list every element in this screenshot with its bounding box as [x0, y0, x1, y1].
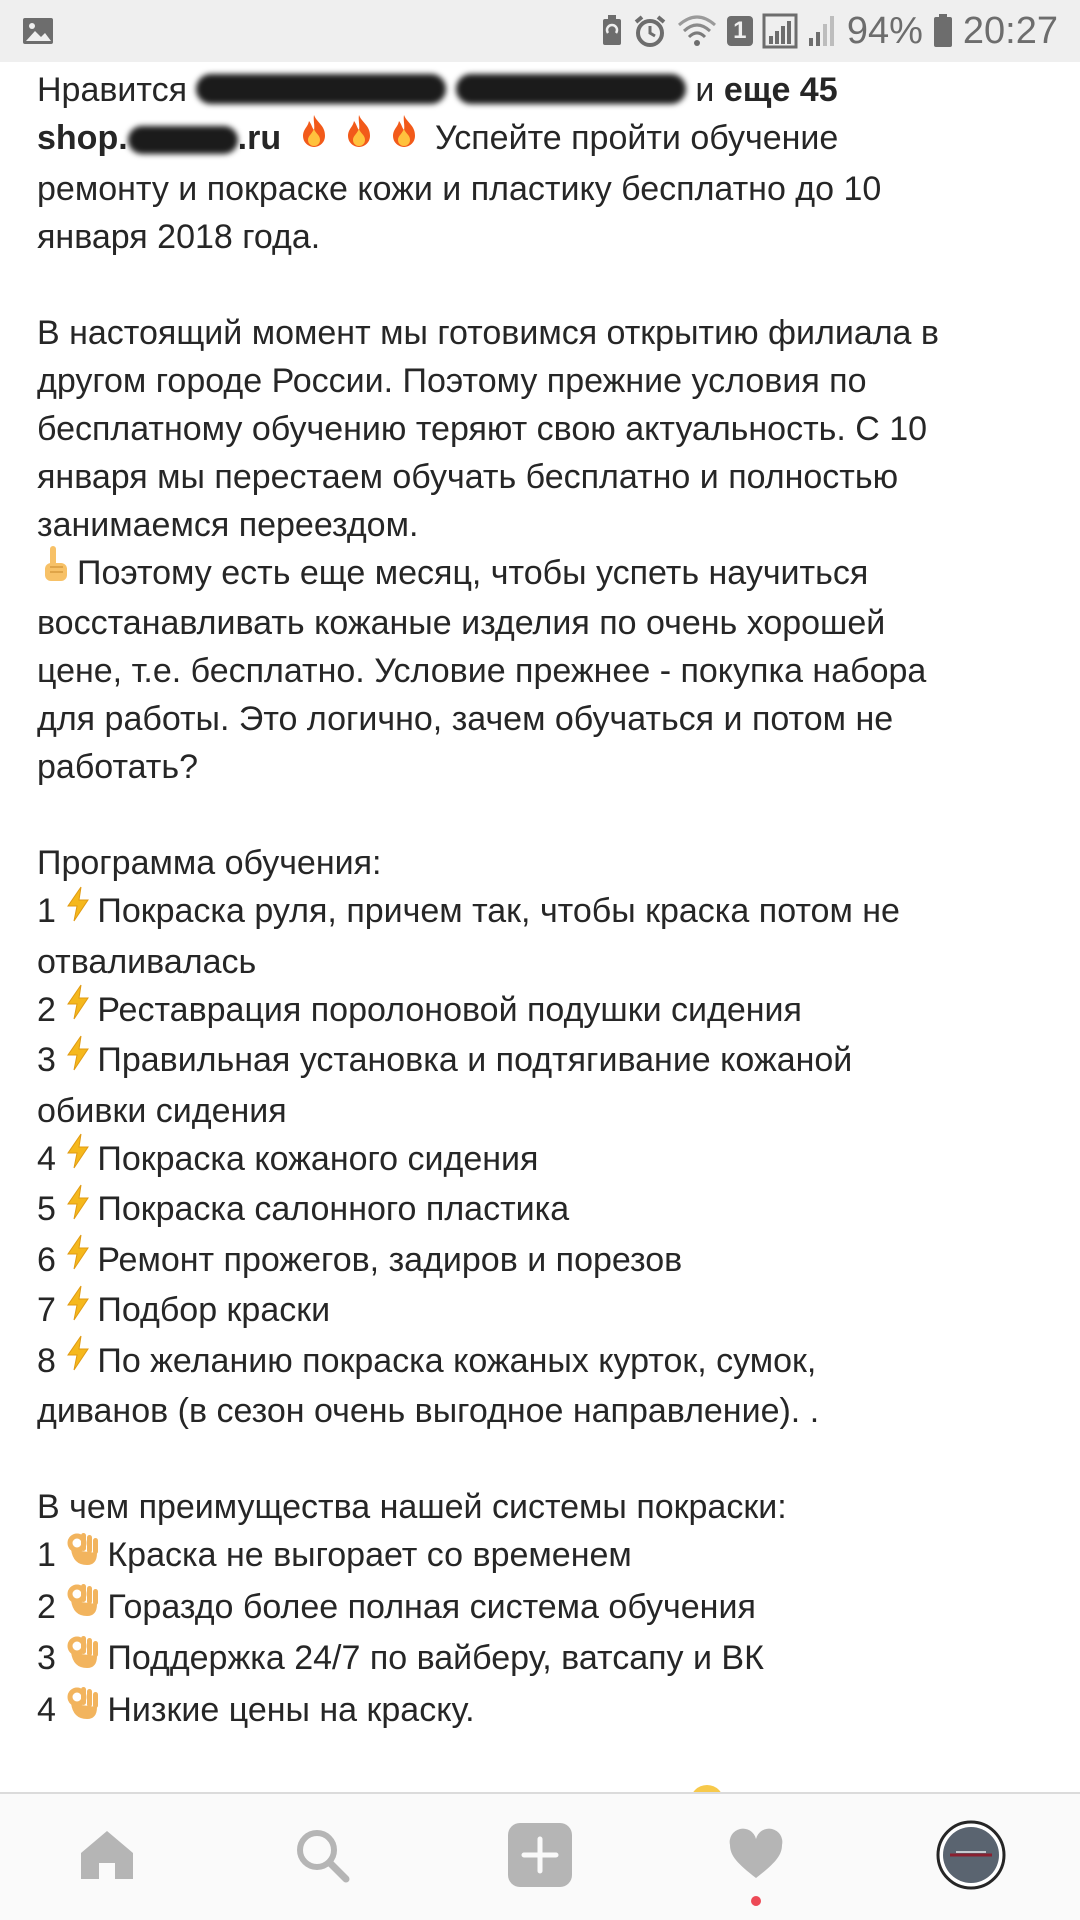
image-icon	[22, 17, 54, 45]
item-text: Покраска руля, причем так, чтобы краска потом не	[97, 892, 900, 931]
lightning-emoji-icon	[65, 1335, 91, 1384]
activity-heart-icon	[728, 1830, 784, 1885]
bottom-navigation	[0, 1792, 1080, 1920]
program-item	[37, 1135, 1047, 1186]
item-number: 6	[37, 1240, 56, 1279]
item-number: 4	[37, 1690, 56, 1729]
item-text: Поддержка 24/7 по вайберу, ватсапу и ВК	[107, 1639, 764, 1678]
program-item-continuation: отваливалась	[37, 942, 257, 981]
point-up-emoji-icon	[37, 547, 71, 596]
battery-icon	[933, 14, 953, 48]
search-icon	[294, 1827, 350, 1888]
program-item	[37, 1236, 1047, 1287]
home-icon	[79, 1829, 135, 1886]
status-bar	[0, 0, 1080, 62]
item-number: 5	[37, 1190, 56, 1229]
caption-line: цене, т.е. бесплатно. Условие прежнее - покупка набора	[37, 652, 927, 691]
caption-text: Успейте пройти обучение	[434, 119, 839, 157]
fire-emoji-icon	[344, 113, 374, 162]
advantage-item	[37, 1583, 1047, 1635]
caption-line: занимаемся переездом.	[37, 505, 419, 544]
program-item	[37, 1036, 1047, 1087]
redacted-username	[456, 74, 686, 104]
program-item-continuation: диванов (в сезон очень выгодное направление). .	[37, 1392, 820, 1431]
caption-point-line	[37, 549, 1047, 600]
item-number: 7	[37, 1291, 56, 1330]
program-item	[37, 1185, 1047, 1236]
program-item	[37, 986, 1047, 1037]
fire-emoji-icon	[299, 113, 329, 162]
caption-paragraph	[37, 599, 1047, 887]
item-text: Реставрация поролоновой подушки сидения	[97, 990, 802, 1029]
lightning-emoji-icon	[65, 984, 91, 1033]
nav-activity[interactable]	[696, 1794, 816, 1920]
add-post-icon	[508, 1823, 572, 1892]
item-text: Подбор краски	[97, 1291, 331, 1330]
caption-text: Поэтому есть еще месяц, чтобы успеть научиться	[77, 553, 869, 592]
redacted-username	[128, 126, 238, 154]
caption-line: другом городе России. Поэтому прежние условия по	[37, 361, 867, 400]
item-number: 2	[37, 1587, 56, 1626]
lightning-emoji-icon	[65, 886, 91, 935]
sim-badge: 1	[727, 16, 753, 46]
item-number: 2	[37, 990, 56, 1029]
blank-line	[37, 791, 1047, 839]
nav-new-post[interactable]	[480, 1794, 600, 1920]
item-text: По желанию покраска кожаных курток, сумок,	[97, 1341, 817, 1380]
cell-signal-2-icon	[807, 14, 837, 48]
likes-more-link[interactable]: еще 45	[723, 71, 838, 109]
post-caption-area	[37, 62, 1047, 1792]
advantage-item	[37, 1634, 1047, 1686]
item-text: Низкие цены на краску.	[107, 1690, 475, 1729]
likes-label: Нравится	[37, 71, 188, 109]
caption-line: восстанавливать кожаные изделия по очень хорошей	[37, 604, 886, 643]
caption-paragraph	[37, 165, 1047, 549]
item-number: 1	[37, 1536, 56, 1575]
ok-hand-emoji-icon	[65, 1632, 101, 1683]
program-item	[37, 887, 1047, 938]
nav-home[interactable]	[47, 1794, 167, 1920]
item-number: 3	[37, 1041, 56, 1080]
ok-hand-emoji-icon	[65, 1683, 101, 1734]
advantages-list	[37, 1531, 1047, 1737]
item-number: 4	[37, 1139, 56, 1178]
caption-line: В настоящий момент мы готовимся открытию филиала в	[37, 313, 939, 352]
ok-hand-emoji-icon	[65, 1529, 101, 1580]
author-username[interactable]: shop. .ru	[37, 119, 282, 157]
program-item	[37, 1337, 1047, 1388]
advantages-title: В чем преимущества нашей системы покраски:	[37, 1488, 787, 1527]
profile-avatar	[936, 1820, 1006, 1895]
caption-line: ремонту и покраске кожи и пластику бесплатно до 10	[37, 169, 882, 208]
cell-signal-icon	[763, 14, 797, 48]
lightning-emoji-icon	[65, 1035, 91, 1084]
clock: 20:27	[962, 9, 1058, 52]
lightning-emoji-icon	[65, 1285, 91, 1334]
item-number: 3	[37, 1639, 56, 1678]
alarm-icon	[633, 14, 667, 48]
item-text: Краска не выгорает со временем	[107, 1536, 632, 1575]
likes-and: и	[695, 71, 715, 109]
program-item-continuation: обивки сидения	[37, 1091, 287, 1130]
battery-percent: 94%	[846, 9, 923, 52]
program-list	[37, 887, 1047, 1435]
caption-line: января 2018 года.	[37, 217, 321, 256]
caption-line: января мы перестаем обучать бесплатно и полностью	[37, 457, 899, 496]
caption-line: бесплатному обучению теряют свою актуальность. С 10	[37, 409, 928, 448]
battery-saver-icon	[601, 15, 623, 47]
item-text: Ремонт прожегов, задиров и порезов	[97, 1240, 683, 1279]
lightning-emoji-icon	[65, 1184, 91, 1233]
redacted-username	[196, 74, 446, 104]
item-number: 1	[37, 892, 56, 931]
advantage-item	[37, 1686, 1047, 1738]
program-item	[37, 1286, 1047, 1337]
caption-line: для работы. Это логично, зачем обучаться и потом не	[37, 700, 894, 739]
wifi-icon	[677, 15, 717, 47]
item-text: Правильная установка и подтягивание кожаной	[97, 1041, 853, 1080]
nav-search[interactable]	[262, 1794, 382, 1920]
lightning-emoji-icon	[65, 1234, 91, 1283]
fire-emoji-icon	[389, 113, 419, 162]
item-text: Покраска кожаного сидения	[97, 1139, 539, 1178]
likes-row[interactable]	[37, 66, 1047, 114]
item-text: Гораздо более полная система обучения	[107, 1587, 756, 1626]
item-number: 8	[37, 1341, 56, 1380]
blank-line	[37, 261, 1047, 309]
ok-hand-emoji-icon	[65, 1580, 101, 1631]
item-text: Покраска салонного пластика	[97, 1190, 570, 1229]
lightning-emoji-icon	[65, 1133, 91, 1182]
advantage-item	[37, 1531, 1047, 1583]
caption-line: работать?	[37, 748, 199, 787]
caption-first-line	[37, 114, 1047, 165]
nav-profile[interactable]	[911, 1794, 1031, 1920]
notification-dot	[751, 1896, 761, 1906]
caption-line: Программа обучения:	[37, 844, 382, 883]
